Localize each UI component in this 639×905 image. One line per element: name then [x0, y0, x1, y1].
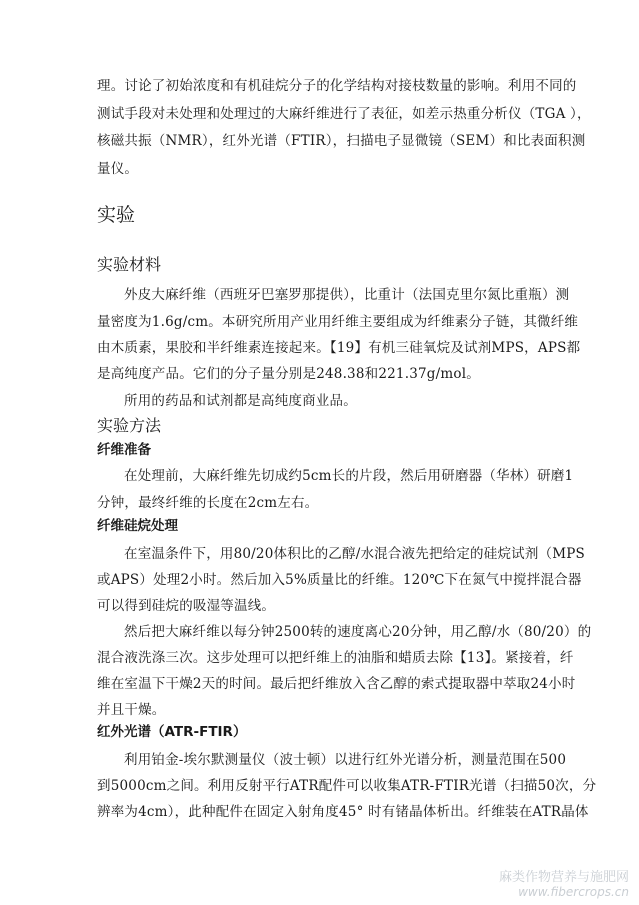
silane-line-5: 混合液洗涤三次。这步处理可以把纤维上的油脂和蜡质去除【13】。紧接着，纤 — [97, 650, 574, 666]
materials-line-2: 量密度为1.6g/cm。本研究所用产业用纤维主要组成为纤维素分子链，其微纤维 — [97, 314, 579, 330]
heading-silane-treatment: 纤维硅烷处理 — [97, 518, 178, 534]
watermark-site-name: 麻类作物营养与施肥网 — [498, 870, 629, 885]
materials-line-1: 外皮大麻纤维（西班牙巴塞罗那提供），比重计（法国克里尔氮比重瓶）测 — [124, 287, 570, 303]
silane-line-2: 或APS）处理2小时。然后加入5%质量比的纤维。120℃下在氮气中搅拌混合器 — [97, 572, 582, 588]
heading-methods: 实验方法 — [97, 416, 162, 435]
fiber-prep-line-2: 分钟，最终纤维的长度在2cm左右。 — [97, 495, 319, 511]
silane-line-7: 并且干燥。 — [97, 702, 166, 718]
watermark — [499, 871, 629, 899]
silane-line-3: 可以得到硅烷的吸湿等温线。 — [97, 598, 276, 614]
fiber-prep-line-1: 在处理前，大麻纤维先切成约5cm长的片段，然后用研磨器（华林）研磨1 — [124, 468, 574, 484]
materials-line-3: 由木质素，果胶和半纤维素连接起来。【19】有机三硅氧烷及试剂MPS，APS都 — [97, 340, 581, 356]
intro-line-4: 量仪。 — [97, 161, 139, 177]
intro-line-2: 测试手段对未处理和处理过的大麻纤维进行了表征，如差示热重分析仪（TGA ）， — [97, 106, 591, 122]
intro-line-1: 理。讨论了初始浓度和有机硅烷分子的化学结构对接枝数量的影响。利用不同的 — [97, 78, 577, 94]
intro-line-3: 核磁共振（NMR），红外光谱（FTIR），扫描电子显微镜（SEM）和比表面积测 — [97, 133, 586, 149]
watermark-url: www.fibercrops.cn — [518, 885, 629, 899]
silane-line-6: 维在室温下干燥2天的时间。最后把纤维放入含乙醇的索式提取器中萃取24小时 — [97, 676, 576, 692]
ftir-line-3: 辨率为4cm），此种配件在固定入射角度45° 时有锗晶体析出。纤维装在ATR晶体 — [97, 804, 589, 820]
section-heading-experiment: 实验 — [97, 204, 136, 226]
silane-line-1: 在室温条件下，用80/20体积比的乙醇/水混合液先把给定的硅烷试剂（MPS — [124, 546, 586, 562]
ftir-line-2: 到5000cm之间。利用反射平行ATR配件可以收集ATR-FTIR光谱（扫描50次，分 — [97, 778, 597, 794]
materials-line-5: 所用的药品和试剂都是高纯度商业品。 — [124, 393, 357, 409]
heading-materials: 实验材料 — [97, 255, 162, 274]
silane-line-4: 然后把大麻纤维以每分钟2500转的速度离心20分钟，用乙醇/水（80/20）的 — [124, 624, 592, 640]
ftir-line-1: 利用铂金-埃尔默测量仪（波士顿）以进行红外光谱分析，测量范围在500 — [124, 752, 567, 768]
heading-ftir: 红外光谱（ATR-FTIR） — [97, 724, 247, 740]
materials-line-4: 是高纯度产品。它们的分子量分别是248.38和221.37g/mol。 — [97, 366, 480, 382]
heading-fiber-prep: 纤维准备 — [97, 442, 151, 458]
